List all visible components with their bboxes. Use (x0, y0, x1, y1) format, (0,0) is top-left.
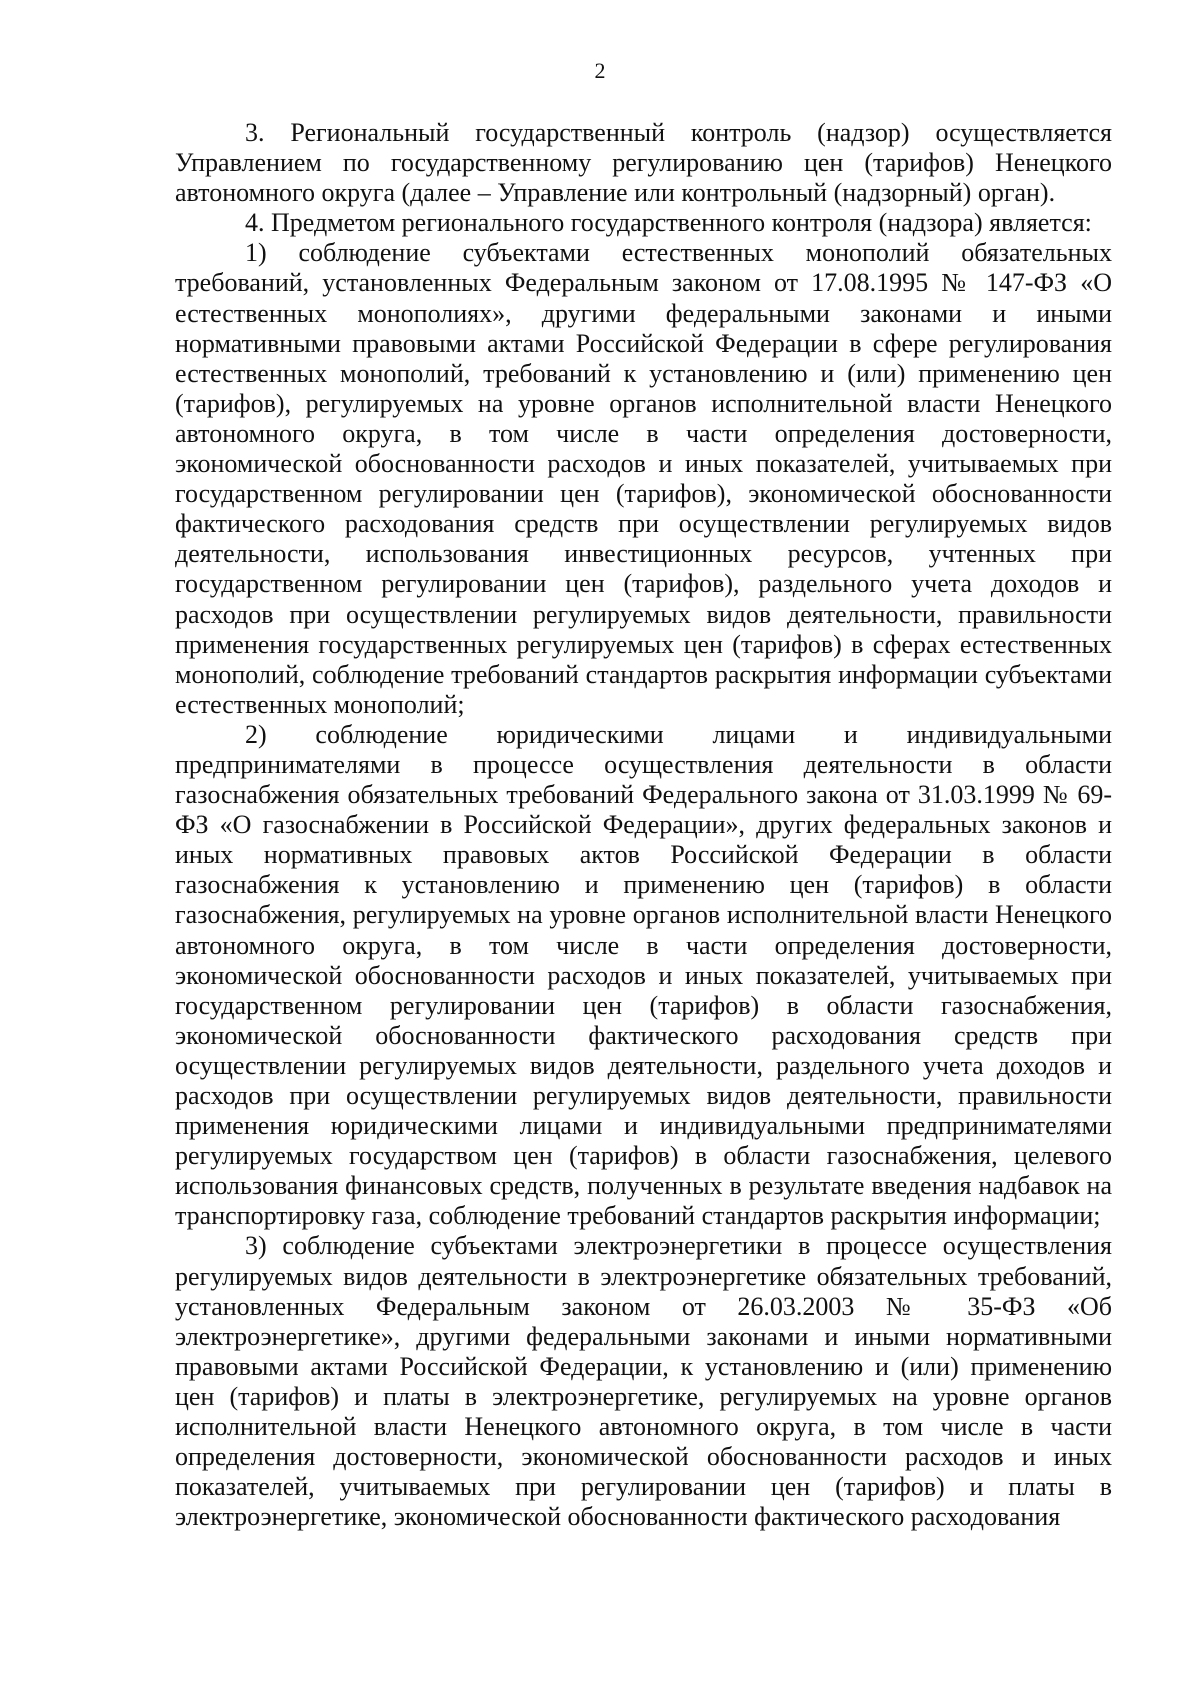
paragraph-4-2-gas-supply: 2) соблюдение юридическими лицами и индивидуальными предпринимателями в процессе осуществления деятельности в области газоснабжения обязательных требований Федерального закона от 31.03.1999 № 69-ФЗ «О газоснабжении в Российской Федерации», других федеральных законов и иных нормативных правовых актов Российской Федерации в области газоснабжения к установлению и применению цен (тарифов) в области газоснабжения, регулируемых на уровне органов исполнительной власти Ненецкого автономного округа, в том числе в части определения достоверности, экономической обоснованности расходов и иных показателей, учитываемых при государственном регулировании цен (тарифов) в области газоснабжения, экономической обоснованности фактического расходования средств при осуществлении регулируемых видов деятельности, раздельного учета доходов и расходов при осуществлении регулируемых видов деятельности, правильности применения юридическими лицами и индивидуальными предпринимателями регулируемых государством цен (тарифов) в области газоснабжения, целевого использования финансовых средств, полученных в результате введения надбавок на транспортировку газа, соблюдение требований стандартов раскрытия информации; (175, 719, 1112, 1231)
page-number: 2 (594, 58, 606, 83)
paragraph-4-1-natural-monopolies: 1) соблюдение субъектами естественных монополий обязательных требований, установленных Федеральным законом от 17.08.1995 № 147-ФЗ «О естественных монополиях», другими федеральными законами и иными нормативными правовыми актами Российской Федерации в сфере регулирования естественных монополий, требований к установлению и (или) применению цен (тарифов), регулируемых на уровне органов исполнительной власти Ненецкого автономного округа, в том числе в части определения достоверности, экономической обоснованности расходов и иных показателей, учитываемых при государственном регулировании цен (тарифов), экономической обоснованности фактического расходования средств при осуществлении регулируемых видов деятельности, использования инвестиционных ресурсов, учтенных при государственном регулировании цен (тарифов), раздельного учета доходов и расходов при осуществлении регулируемых видов деятельности, правильности применения государственных регулируемых цен (тарифов) в сферах естественных монополий, соблюдение требований стандартов раскрытия информации субъектами естественных монополий; (175, 238, 1112, 719)
paragraph-4-subject-of-control: 4. Предметом регионального государственного контроля (надзора) является: (245, 208, 1092, 238)
paragraph-4-3-electric-power: 3) соблюдение субъектами электроэнергетики в процессе осуществления регулируемых видов деятельности в электроэнергетике обязательных требований, установленных Федеральным законом от 26.03.2003 № 35-ФЗ «Об электроэнергетике», другими федеральными законами и иными нормативными правовыми актами Российской Федерации, к установлению и (или) применению цен (тарифов) и платы в электроэнергетике, регулируемых на уровне органов исполнительной власти Ненецкого автономного округа, в том числе в части определения достоверности, экономической обоснованности расходов и иных показателей, учитываемых при регулировании цен (тарифов) и платы в электроэнергетике, экономической обоснованности фактического расходования (175, 1231, 1112, 1532)
paragraph-3-control-authority: 3. Региональный государственный контроль (надзор) осуществляется Управлением по государственному регулированию цен (тарифов) Ненецкого автономного округа (далее – Управление или контрольный (надзорный) орган). (175, 118, 1112, 208)
document-body (175, 118, 1112, 1532)
